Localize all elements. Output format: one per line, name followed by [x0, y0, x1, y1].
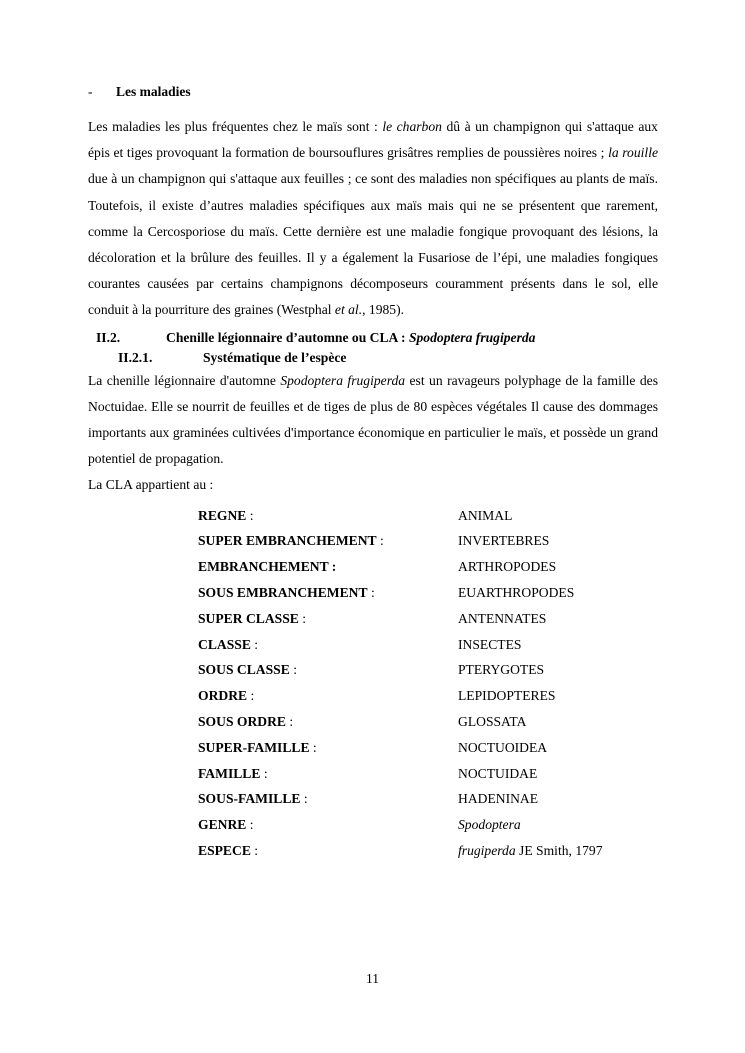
taxonomy-rank [198, 735, 458, 761]
table-row [198, 606, 603, 632]
taxonomy-rank-sep: : [298, 610, 307, 626]
taxonomy-rank [198, 554, 458, 580]
taxonomy-rank-sep: : [300, 791, 308, 807]
taxonomy-rank [198, 683, 458, 709]
taxonomy-rank-sep: : [289, 662, 297, 678]
table-row [198, 786, 603, 812]
taxonomy-rank-label: SOUS ORDRE [198, 714, 287, 730]
heading-ii-2-number: II.2. [96, 329, 121, 345]
table-row [198, 812, 603, 838]
taxonomy-value-text: ANIMAL [458, 507, 513, 523]
taxonomy-value [458, 735, 603, 761]
para1-italic3: et al. [334, 302, 363, 318]
taxonomy-rank-label: EMBRANCHEMENT : [198, 559, 337, 575]
taxonomy-value-text: ANTENNATES [458, 610, 547, 626]
taxonomy-rank-sep: : [286, 714, 294, 730]
taxonomy-value [458, 786, 603, 812]
para1-part3: due à un champignon qui s'attaque aux feuilles ; ce sont des maladies non spécifiques au plants de maïs. Toutefois, il existe d’autres maladies spécifiques aux maïs mais qui ne se présentent que rarement, comme la Cercosporiose du maïs. Cette dernière est une maladie fongique provoquant des lésions, la décoloration et la brûlure des feuilles. Il y a également la Fusariose de l’épi, une maladies fongiques courantes causées par certains champignons décomposeurs couramment présents dans le sol, elle conduit à la pourriture des graines (Westphal [88, 171, 658, 318]
bullet-label: Les maladies [116, 84, 191, 99]
taxonomy-rank-label: SOUS EMBRANCHEMENT [198, 585, 368, 601]
para1-part4: , 1985). [362, 302, 405, 318]
taxonomy-value-text: JE Smith, 1797 [515, 843, 603, 858]
taxonomy-value [458, 580, 603, 606]
taxonomy-table [198, 503, 603, 864]
table-row [198, 838, 603, 864]
table-row [198, 632, 603, 658]
taxonomy-rank-label: GENRE [198, 817, 247, 833]
taxonomy-value-text: NOCTUIDAE [458, 765, 538, 781]
taxonomy-value [458, 503, 603, 529]
taxonomy-value [458, 606, 603, 632]
table-row [198, 709, 603, 735]
heading-ii-2-1-number: II.2.1. [118, 349, 153, 365]
taxonomy-rank-label: SOUS CLASSE [198, 662, 290, 678]
taxonomy-rank-sep: : [247, 688, 255, 704]
table-row [198, 503, 603, 529]
table-row [198, 761, 603, 787]
taxonomy-value [458, 528, 603, 554]
taxonomy-rank [198, 503, 458, 529]
section-bullet-heading [88, 84, 658, 100]
table-row [198, 580, 603, 606]
taxonomy-value-italic: Spodoptera [458, 817, 521, 833]
taxonomy-rank [198, 632, 458, 658]
taxonomy-rank [198, 606, 458, 632]
taxonomy-rank-label: SUPER-FAMILLE [198, 739, 310, 755]
table-row [198, 735, 603, 761]
table-row [198, 683, 603, 709]
taxonomy-value [458, 709, 603, 735]
para1-italic2: la rouille [608, 145, 658, 161]
taxonomy-value-text: EUARTHROPODES [458, 585, 575, 601]
taxonomy-rank [198, 657, 458, 683]
taxonomy-rank-label: CLASSE [198, 636, 251, 652]
taxonomy-value-text: GLOSSATA [458, 714, 527, 730]
page-content [88, 84, 658, 864]
taxonomy-intro: La CLA appartient au : [88, 477, 214, 493]
taxonomy-rank-label: SUPER CLASSE [198, 610, 299, 626]
taxonomy-rank-sep: : [246, 507, 254, 523]
page-number: 11 [366, 971, 379, 986]
heading-ii-2-italic: Spodoptera frugiperda [408, 329, 536, 345]
taxonomy-value [458, 657, 603, 683]
taxonomy-rank-sep: : [250, 636, 259, 652]
table-row [198, 554, 603, 580]
para1-italic1: le charbon [382, 119, 442, 134]
taxonomy-table-body [198, 503, 603, 864]
paragraph-cla [88, 368, 658, 473]
taxonomy-value [458, 632, 603, 658]
taxonomy-value-text: HADENINAE [458, 791, 539, 807]
para1-part2: dû à un champignon qui s'attaque aux épis et tiges provoquant la formation de boursouflures grisâtres remplies de poussières noires ; [88, 119, 658, 161]
table-row [198, 528, 603, 554]
taxonomy-rank-sep: : [260, 765, 268, 781]
taxonomy-rank-label: SUPER EMBRANCHEMENT [198, 533, 377, 549]
taxonomy-rank-label: REGNE [198, 507, 247, 523]
taxonomy-rank [198, 761, 458, 787]
heading-ii-2-text: Chenille légionnaire d’automne ou CLA : [166, 329, 409, 345]
taxonomy-rank [198, 786, 458, 812]
para2-part2: est un ravageurs polyphage de la famille des Noctuidae. Elle se nourrit de feuilles et de tiges de plus de 80 espèces végétales Il cause des dommages importants aux graminées cultivées d'importance économique en particulier le maïs, et possède un grand potentiel de propagation. [88, 372, 658, 467]
taxonomy-rank [198, 838, 458, 864]
taxonomy-rank-label: SOUS-FAMILLE [198, 791, 301, 807]
heading-ii-2 [88, 330, 658, 346]
taxonomy-rank-label: ORDRE [198, 688, 248, 704]
taxonomy-value-italic: frugiperda [458, 843, 516, 858]
taxonomy-value-text: INVERTEBRES [458, 533, 550, 549]
taxonomy-value [458, 812, 603, 838]
taxonomy-value-text: ARTHROPODES [458, 559, 557, 575]
taxonomy-value-text: INSECTES [458, 636, 522, 652]
heading-ii-2-1-text: Systématique de l’espèce [203, 349, 347, 365]
heading-ii-2-1 [88, 350, 658, 366]
para2-part1: La chenille légionnaire d'automne [88, 372, 281, 388]
taxonomy-rank-sep: : [250, 843, 259, 858]
paragraph-maladies [88, 114, 658, 324]
taxonomy-rank-sep: : [246, 817, 254, 833]
taxonomy-rank [198, 709, 458, 735]
taxonomy-value-text: PTERYGOTES [458, 662, 545, 678]
table-row [198, 657, 603, 683]
taxonomy-rank [198, 580, 458, 606]
taxonomy-value [458, 838, 603, 864]
taxonomy-rank-sep: : [376, 533, 384, 549]
bullet-dash: - [88, 84, 93, 99]
taxonomy-value [458, 761, 603, 787]
taxonomy-rank [198, 528, 458, 554]
taxonomy-value [458, 683, 603, 709]
taxonomy-rank-sep: : [367, 585, 375, 601]
taxonomy-rank [198, 812, 458, 838]
para2-italic1: Spodoptera frugiperda [280, 372, 406, 388]
taxonomy-rank-label: ESPECE [198, 843, 251, 858]
taxonomy-rank-label: FAMILLE [198, 765, 261, 781]
para1-part1: Les maladies les plus fréquentes chez le maïs sont : [88, 119, 383, 134]
taxonomy-value-text: NOCTUOIDEA [458, 739, 548, 755]
taxonomy-value [458, 554, 603, 580]
taxonomy-rank-sep: : [309, 739, 317, 755]
taxonomy-value-text: LEPIDOPTERES [458, 688, 556, 704]
